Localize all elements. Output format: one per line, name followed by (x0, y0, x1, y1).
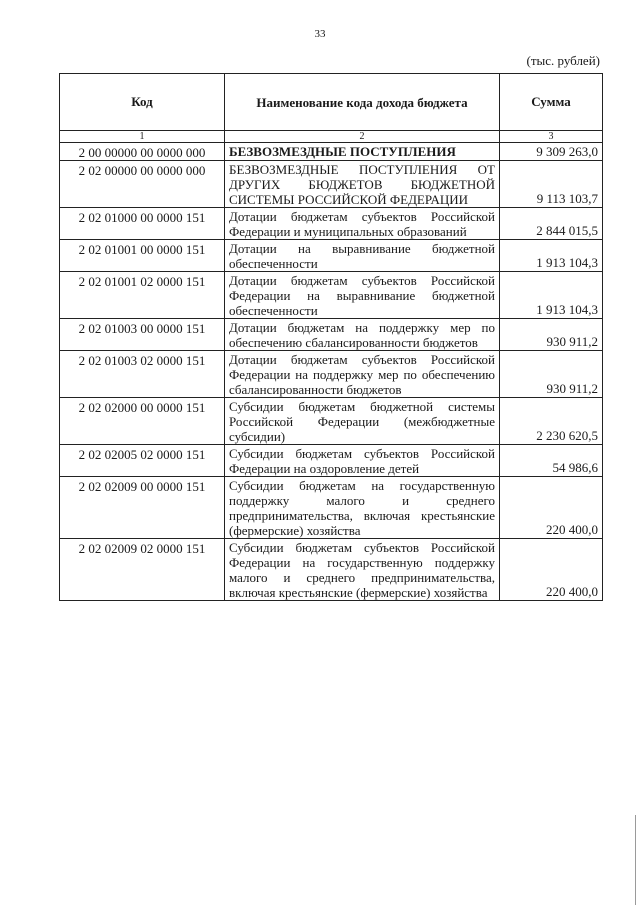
revenue-code: 2 02 01000 00 0000 151 (60, 208, 225, 240)
revenue-amount: 930 911,2 (500, 351, 603, 398)
table-row (60, 445, 603, 477)
revenue-name: Дотации бюджетам на поддержку мер по обеспечению сбалансированности бюджетов (225, 319, 500, 351)
column-number: 1 (60, 131, 225, 143)
revenue-code: 2 02 01001 00 0000 151 (60, 240, 225, 272)
revenue-amount: 220 400,0 (500, 539, 603, 601)
column-number: 3 (500, 131, 603, 143)
revenue-amount: 1 913 104,3 (500, 240, 603, 272)
revenue-amount: 2 230 620,5 (500, 398, 603, 445)
revenue-name: Дотации бюджетам субъектов Российской Федерации на поддержку мер по обеспечению сбалансированности бюджетов (225, 351, 500, 398)
table-row (60, 143, 603, 161)
header-amount: Сумма (500, 74, 603, 131)
revenue-name: Дотации на выравнивание бюджетной обеспеченности (225, 240, 500, 272)
header-name: Наименование кода дохода бюджета (225, 74, 500, 131)
revenue-amount: 930 911,2 (500, 319, 603, 351)
table-row (60, 351, 603, 398)
table-row (60, 319, 603, 351)
page-number: 33 (314, 28, 326, 40)
revenue-amount: 9 113 103,7 (500, 161, 603, 208)
scan-edge-mark (635, 815, 640, 905)
revenue-name: Субсидии бюджетам субъектов Российской Федерации на государственную поддержку малого и среднего предпринимательства, включая крестьянские (фермерские) хозяйства (225, 539, 500, 601)
revenue-name: Субсидии бюджетам на государственную поддержку малого и среднего предпринимательства, включая крестьянские (фермерские) хозяйства (225, 477, 500, 539)
table-row (60, 398, 603, 445)
units-label: (тыс. рублей) (526, 53, 600, 68)
table-row (60, 539, 603, 601)
table-row (60, 272, 603, 319)
revenue-code: 2 02 02009 00 0000 151 (60, 477, 225, 539)
revenue-name: Субсидии бюджетам субъектов Российской Федерации на оздоровление детей (225, 445, 500, 477)
table-row (60, 161, 603, 208)
revenue-amount: 220 400,0 (500, 477, 603, 539)
revenue-amount: 1 913 104,3 (500, 272, 603, 319)
revenue-code: 2 02 01001 02 0000 151 (60, 272, 225, 319)
revenue-code: 2 02 02005 02 0000 151 (60, 445, 225, 477)
revenue-code: 2 02 00000 00 0000 000 (60, 161, 225, 208)
table-header-row (60, 74, 603, 131)
table-row (60, 477, 603, 539)
header-code: Код (60, 74, 225, 131)
revenue-name: БЕЗВОЗМЕЗДНЫЕ ПОСТУПЛЕНИЯ (225, 143, 500, 161)
table-row (60, 240, 603, 272)
revenue-amount: 2 844 015,5 (500, 208, 603, 240)
revenue-name: Субсидии бюджетам бюджетной системы Российской Федерации (межбюджетные субсидии) (225, 398, 500, 445)
column-number-row (60, 131, 603, 143)
revenue-code: 2 02 02009 02 0000 151 (60, 539, 225, 601)
revenue-code: 2 02 01003 02 0000 151 (60, 351, 225, 398)
revenue-name: БЕЗВОЗМЕЗДНЫЕ ПОСТУПЛЕНИЯ ОТ ДРУГИХ БЮДЖЕТОВ БЮДЖЕТНОЙ СИСТЕМЫ РОССИЙСКОЙ ФЕДЕРАЦИИ (225, 161, 500, 208)
column-number: 2 (225, 131, 500, 143)
table-row (60, 208, 603, 240)
revenue-code: 2 00 00000 00 0000 000 (60, 143, 225, 161)
budget-revenue-table (59, 73, 603, 601)
revenue-name: Дотации бюджетам субъектов Российской Федерации на выравнивание бюджетной обеспеченности (225, 272, 500, 319)
revenue-amount: 9 309 263,0 (500, 143, 603, 161)
revenue-amount: 54 986,6 (500, 445, 603, 477)
revenue-code: 2 02 02000 00 0000 151 (60, 398, 225, 445)
revenue-name: Дотации бюджетам субъектов Российской Федерации и муниципальных образований (225, 208, 500, 240)
revenue-code: 2 02 01003 00 0000 151 (60, 319, 225, 351)
